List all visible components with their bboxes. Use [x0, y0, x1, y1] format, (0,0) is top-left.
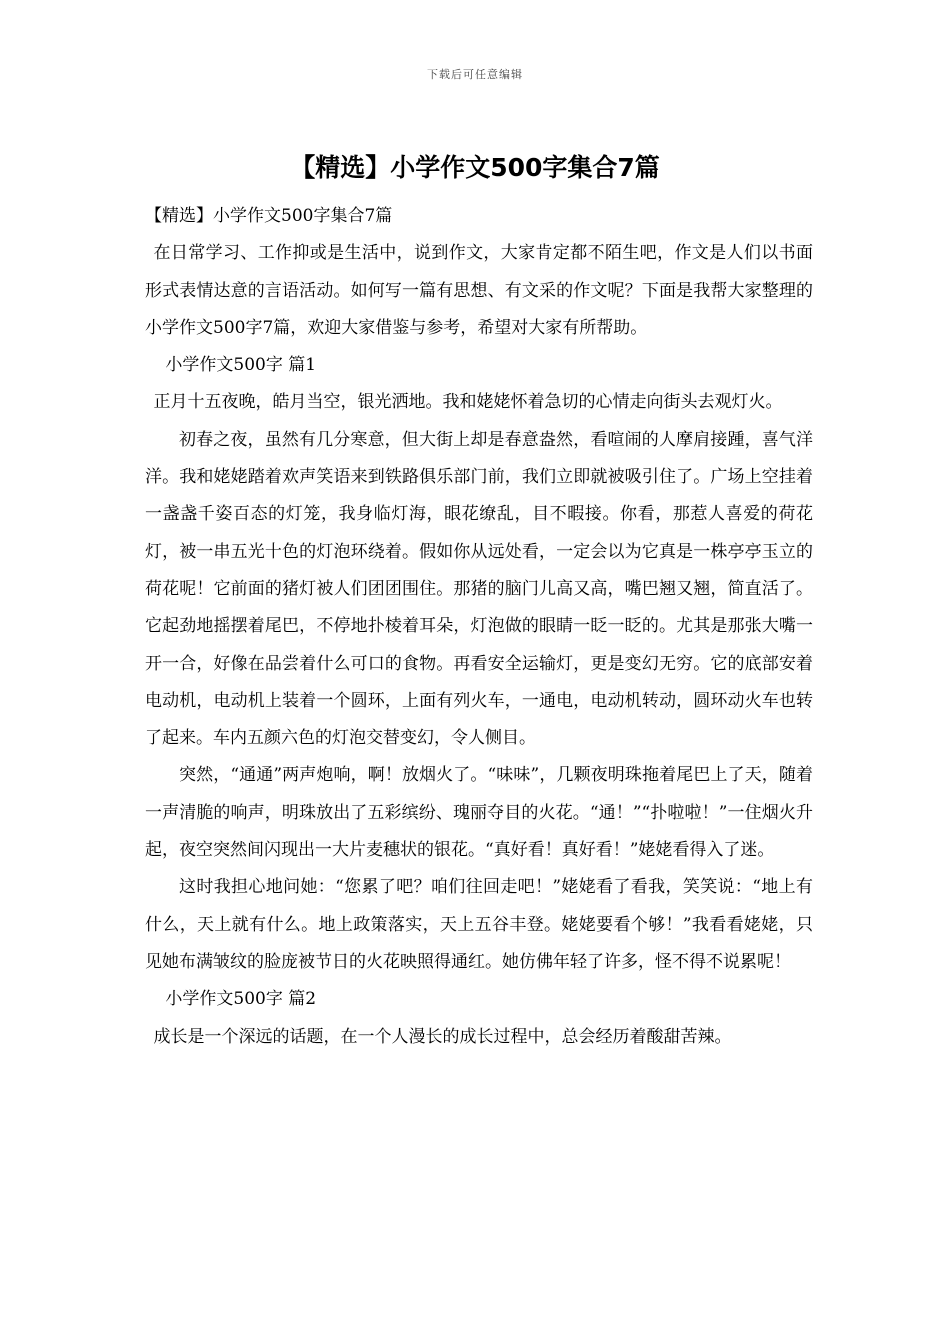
paragraph: 在日常学习、工作抑或是生活中，说到作文，大家肯定都不陌生吧，作文是人们以书面形式表情达意的言语活动。如何写一篇有思想、有文采的作文呢？下面是我帮大家整理的小学作文500字7篇，欢迎大家借鉴与参考，希望对大家有所帮助。	[145, 243, 813, 338]
section-heading: 小学作文500字 篇2	[165, 989, 317, 1010]
paragraph: 【精选】小学作文500字集合7篇	[145, 206, 393, 226]
document-title: 【精选】小学作文500字集合7篇	[290, 153, 660, 182]
section-heading: 小学作文500字 篇1	[165, 355, 317, 376]
paragraph: 成长是一个深远的话题，在一个人漫长的成长过程中，总会经历着酸甜苦辣。	[153, 1026, 732, 1047]
document-body	[145, 198, 813, 1056]
paragraph: 突然，“通通”两声炮响，啊！放烟火了。“味味”，几颗夜明珠拖着尾巴上了天，随着一声清脆的响声，明珠放出了五彩缤纷、瑰丽夺目的火花。“通！”“扑啦啦！”一住烟火升起，夜空突然间闪现出一大片麦穗状的银花。“真好看！真好看！”姥姥看得入了迷。	[145, 765, 813, 861]
paragraph: 这时我担心地问她：“您累了吧？咱们往回走吧！”姥姥看了看我，笑笑说：“地上有什么，天上就有什么。地上政策落实，天上五谷丰登。姥姥要看个够！”我看看姥姥，只见她布满皱纹的脸庞被节日的火花映照得通红。她仿佛年轻了许多，怪不得不说累呢！	[145, 877, 813, 972]
paragraph: 初春之夜，虽然有几分寒意，但大街上却是春意盎然，看喧闹的人摩肩接踵，喜气洋洋。我和姥姥踏着欢声笑语来到铁路俱乐部门前，我们立即就被吸引住了。广场上空挂着一盏盏千姿百态的灯笼，我身临灯海，眼花缭乱，目不暇接。你看，那惹人喜爱的荷花灯，被一串五光十色的灯泡环绕着。假如你从远处看，一定会以为它真是一株亭亭玉立的荷花呢！它前面的猪灯被人们团团围住。那猪的脑门儿高又高，嘴巴翘又翘，简直活了。它起劲地摇摆着尾巴，不停地扑棱着耳朵，灯泡做的眼睛一眨一眨的。尤其是那张大嘴一开一合，好像在品尝着什么可口的食物。再看安全运输灯，更是变幻无穷。它的底部安着电动机，电动机上装着一个圆环，上面有列火车，一通电，电动机转动，圆环动火车也转了起来。车内五颜六色的灯泡交替变幻，令人侧目。	[145, 429, 813, 749]
header-note: 下载后可任意编辑	[427, 68, 523, 81]
paragraph: 正月十五夜晚，皓月当空，银光洒地。我和姥姥怀着急切的心情走向街头去观灯火。	[153, 392, 783, 413]
